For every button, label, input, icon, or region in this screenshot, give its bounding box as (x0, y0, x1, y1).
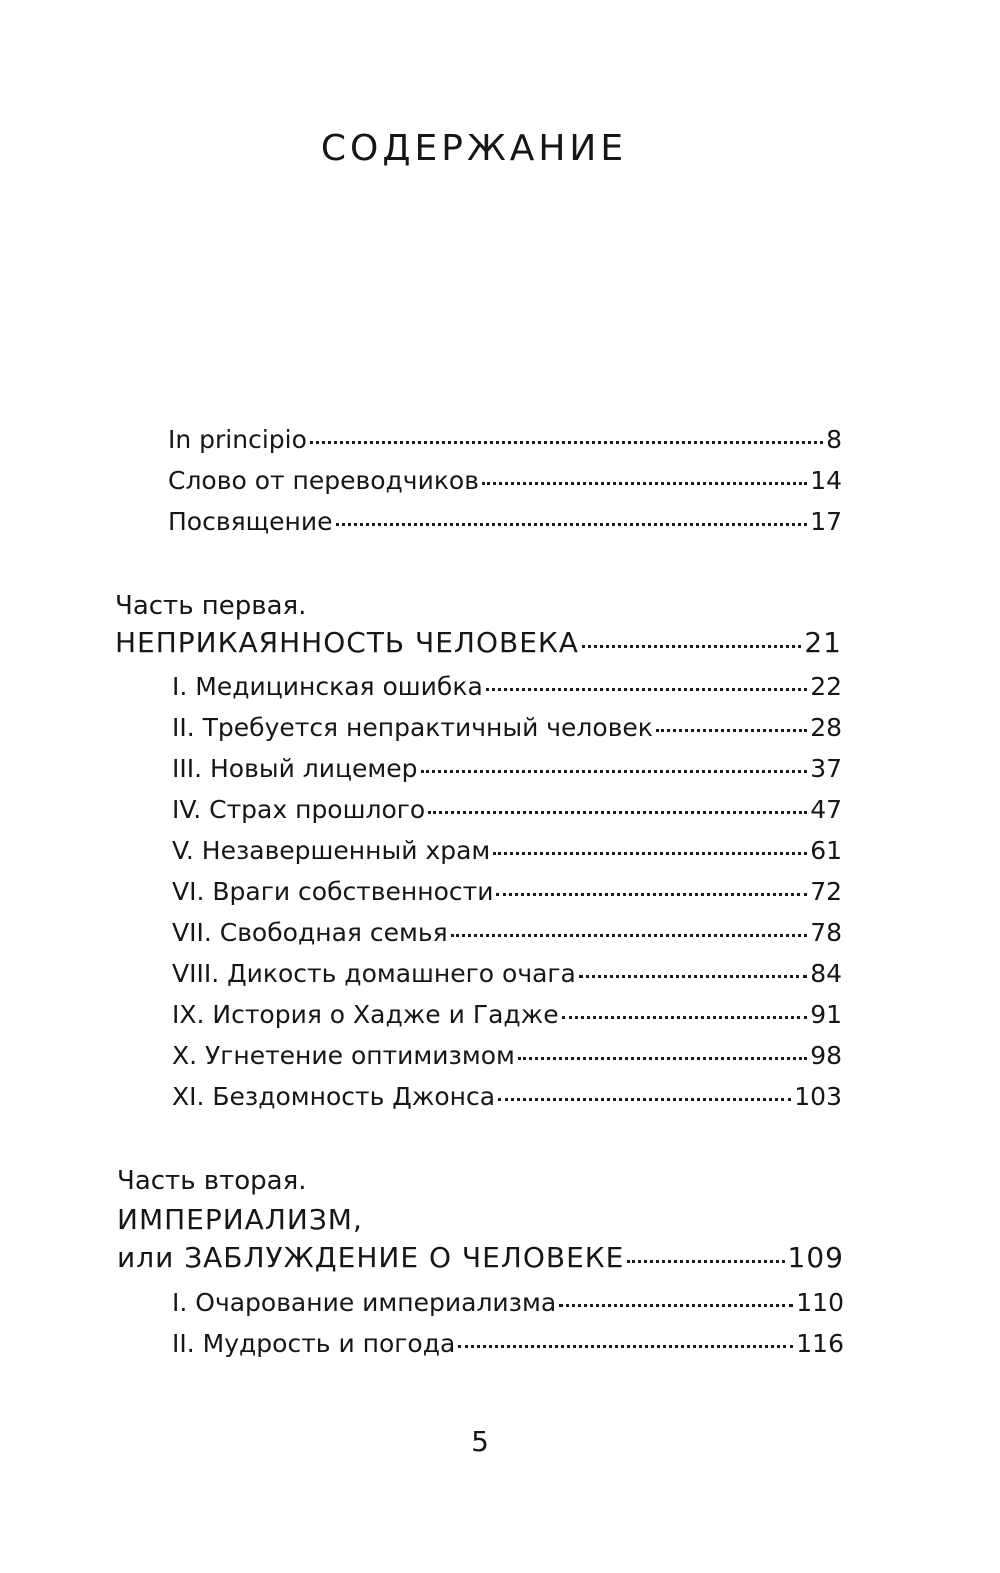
toc-entry-translators-note[interactable] (168, 466, 842, 495)
dot-leader (493, 852, 807, 855)
dot-leader (482, 482, 807, 485)
part-two-title-line1: ИМПЕРИАЛИЗМ, (117, 1203, 363, 1236)
toc-page-number: 84 (810, 959, 842, 988)
dot-leader (451, 934, 808, 937)
toc-page-number: 14 (810, 466, 842, 495)
toc-page-number: 72 (810, 877, 842, 906)
dot-leader (498, 1098, 791, 1101)
toc-chapter-title: IV. Страх прошлого (172, 795, 426, 824)
toc-chapter-title: III. Новый лицемер (172, 754, 418, 783)
dot-leader (336, 523, 808, 526)
toc-entry-title: Посвящение (168, 507, 333, 536)
toc-chapter[interactable] (172, 918, 842, 947)
toc-entry-in-principio[interactable] (168, 425, 842, 454)
toc-chapter-title: II. Требуется непрактичный человек (172, 713, 653, 742)
dot-leader (579, 975, 807, 978)
dot-leader (518, 1057, 807, 1060)
toc-page-number: 37 (810, 754, 842, 783)
part-one-label: Часть первая. (115, 591, 307, 621)
part-two-label: Часть вторая. (117, 1166, 307, 1196)
toc-page-number: 8 (826, 425, 842, 454)
toc-chapter[interactable] (172, 1329, 844, 1358)
toc-chapter-title: II. Мудрость и погода (172, 1329, 456, 1358)
toc-chapter[interactable] (172, 1288, 844, 1317)
toc-page-number: 47 (810, 795, 842, 824)
part-two-title: или ЗАБЛУЖДЕНИЕ О ЧЕЛОВЕКЕ (117, 1241, 625, 1274)
dot-leader (496, 893, 807, 896)
toc-chapter[interactable] (172, 877, 842, 906)
toc-entry-title: Слово от переводчиков (168, 466, 479, 495)
dot-leader (582, 645, 801, 648)
toc-chapter[interactable] (172, 713, 842, 742)
toc-chapter[interactable] (172, 959, 842, 988)
dot-leader (562, 1016, 808, 1019)
toc-chapter-title: V. Незавершенный храм (172, 836, 491, 865)
dot-leader (310, 441, 823, 444)
toc-entry-dedication[interactable] (168, 507, 842, 536)
toc-chapter-title: I. Очарование империализма (172, 1288, 557, 1317)
toc-chapter[interactable] (172, 836, 842, 865)
toc-page-number: 110 (796, 1288, 844, 1317)
dot-leader (428, 811, 807, 814)
toc-chapter[interactable] (172, 754, 842, 783)
dot-leader (656, 729, 807, 732)
toc-page-number: 91 (810, 1000, 842, 1029)
toc-chapter-title: IX. История о Хадже и Гадже (172, 1000, 559, 1029)
toc-page-number: 28 (810, 713, 842, 742)
toc-chapter[interactable] (172, 672, 842, 701)
dot-leader (421, 770, 808, 773)
toc-part-one[interactable] (115, 626, 842, 659)
toc-page-number: 109 (787, 1241, 844, 1274)
toc-page-number: 17 (810, 507, 842, 536)
toc-page-number: 103 (794, 1082, 842, 1111)
dot-leader (559, 1304, 793, 1307)
toc-page-number: 98 (810, 1041, 842, 1070)
toc-chapter-title: VIII. Дикость домашнего очага (172, 959, 576, 988)
toc-chapter[interactable] (172, 1041, 842, 1070)
toc-page-number: 21 (804, 626, 842, 659)
toc-chapter-title: X. Угнетение оптимизмом (172, 1041, 515, 1070)
toc-page-number: 22 (810, 672, 842, 701)
toc-chapter[interactable] (172, 795, 842, 824)
page-number: 5 (471, 1425, 489, 1458)
dot-leader (458, 1345, 793, 1348)
toc-page-number: 61 (810, 836, 842, 865)
toc-page-number: 116 (796, 1329, 844, 1358)
toc-page-number: 78 (810, 918, 842, 947)
dot-leader (486, 688, 807, 691)
dot-leader (627, 1260, 784, 1263)
toc-chapter-title: VI. Враги собственности (172, 877, 494, 906)
part-one-title: НЕПРИКАЯННОСТЬ ЧЕЛОВЕКА (115, 626, 579, 659)
page-title: СОДЕРЖАНИЕ (320, 128, 628, 169)
toc-part-two[interactable] (117, 1241, 844, 1274)
toc-chapter[interactable] (172, 1000, 842, 1029)
toc-chapter[interactable] (172, 1082, 842, 1111)
toc-chapter-title: XI. Бездомность Джонса (172, 1082, 496, 1111)
toc-chapter-title: I. Медицинская ошибка (172, 672, 483, 701)
toc-entry-title: In principio (168, 425, 307, 454)
toc-chapter-title: VII. Свободная семья (172, 918, 448, 947)
